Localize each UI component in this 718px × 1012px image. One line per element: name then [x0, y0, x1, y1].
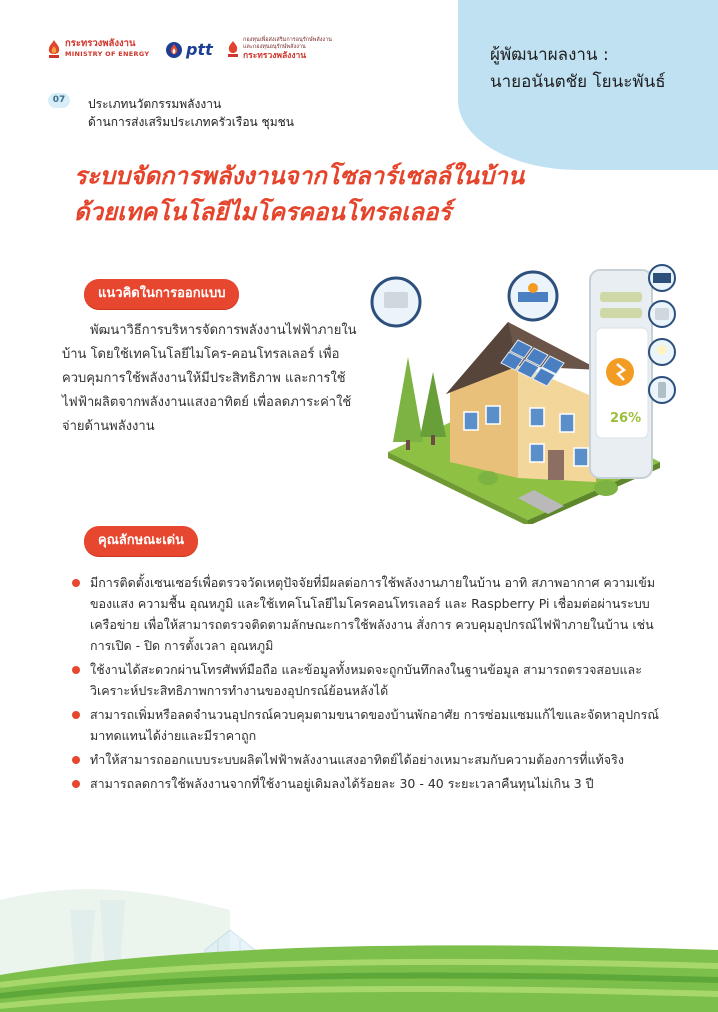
title-line2: ด้วยเทคโนโลยีไมโครคอนโทรลเลอร์: [74, 197, 452, 226]
list-item: [70, 572, 670, 656]
bullet-icon: [72, 666, 80, 674]
list-item: [70, 749, 670, 770]
energy-fund-line1: กองทุนเพื่อส่งเสริมการอนุรักษ์พลังงาน: [243, 37, 332, 43]
list-item: [70, 704, 670, 746]
energy-fund-main: กระทรวงพลังงาน: [243, 51, 307, 61]
developer-info: [490, 42, 666, 96]
smartphone-icon: [590, 270, 652, 478]
bullet-icon: [72, 780, 80, 788]
developer-name: นายอนันตชัย โยนะพันธ์: [490, 72, 666, 92]
ptt-wordmark: ptt: [186, 40, 213, 59]
ptt-logo: [165, 40, 213, 59]
ministry-name-en: MINISTRY OF ENERGY: [65, 50, 150, 58]
tree-icon: [393, 357, 423, 450]
design-concept-body: พัฒนาวิธีการบริหารจัดการพลังงานไฟฟ้าภายในบ้าน โดยใช้เทคโนโลยีไมโคร-คอนโทรลเลอร์ เพื่อควบคุมการใช้พลังงานให้มีประสิทธิภาพ และการใช้ไฟฟ้าผลิตจากพลังงานแสงอาทิตย์ เพื่อลดภาระค่าใช้จ่ายด้านพลังงาน: [62, 323, 357, 434]
appliance-icon: [649, 301, 675, 327]
title-line1: ระบบจัดการพลังงานจากโซลาร์เซลล์ในบ้าน: [74, 161, 525, 190]
solar-drone-icon: [509, 272, 557, 320]
ministry-of-energy-logo: [46, 38, 149, 60]
features-list: [70, 572, 670, 797]
door-icon: [548, 450, 564, 480]
light-bulb-icon: [649, 339, 675, 365]
ministry-name-th: กระทรวงพลังงาน: [65, 38, 136, 49]
phone-percent: 26%: [610, 411, 642, 426]
bullet-icon: [72, 711, 80, 719]
energy-fund-emblem-icon: [226, 40, 240, 58]
feature-text: ใช้งานได้สะดวกผ่านโทรศัพท์มือถือ และข้อมูลทั้งหมดจะถูกบันทึกลงในฐานข้อมูล สามารถตรวจสอบและวิเคราะห์ประสิทธิภาพการทำงานของอุปกรณ์ย้อนหลังได้: [90, 662, 642, 698]
list-item: [70, 773, 670, 794]
feature-text: มีการติดตั้งเซนเซอร์เพื่อตรวจวัดเหตุปัจจัยที่มีผลต่อการใช้พลังงานภายในบ้าน อาทิ สภาพอากาศ ความเข้มของแสง ความชื้น อุณหภูมิ และใช้เทคโนโลยีไมโครคอนโทรเลอร์ และ Raspberry Pi เชื่อมต่อผ่านระบบเครือข่าย เพื่อให้สามารถตรวจติดตามลักษณะการใช้พลังงาน สั่งการ ควบคุมอุปกรณ์ไฟฟ้าภายในบ้าน เช่น การเปิด - ปิด การตั้งเวลา อุณหภูมิ: [90, 575, 656, 653]
category-text: [88, 95, 294, 131]
ministry-emblem-icon: [46, 39, 62, 59]
smart-home-illustration: [368, 262, 680, 524]
category-line2: ด้านการส่งเสริมประเภทครัวเรือน ชุมชน: [88, 115, 294, 129]
bullet-icon: [72, 579, 80, 587]
feature-text: สามารถเพิ่มหรือลดจำนวนอุปกรณ์ควบคุมตามขนาดของบ้านพักอาศัย การซ่อมแซมแก้ไขและจัดหาอุปกรณ์มาทดแทนได้ง่ายและมีราคาถูก: [90, 707, 659, 743]
landscape-footer: [0, 880, 718, 1012]
solar-panel-device-icon: [649, 265, 675, 291]
page-title: [74, 158, 654, 230]
tree-icon: [420, 372, 446, 445]
energy-fund-line2: และกองทุนอนุรักษ์พลังงาน: [243, 44, 306, 50]
list-item: [70, 659, 670, 701]
design-concept-heading: แนวคิดในการออกแบบ: [84, 279, 239, 309]
ptt-flame-icon: [165, 41, 183, 59]
category-number: 07: [48, 93, 70, 108]
energy-fund-logo: [226, 37, 332, 61]
features-heading: คุณลักษณะเด่น: [84, 526, 198, 556]
bullet-icon: [72, 756, 80, 764]
sensor-device-icon: [372, 278, 420, 326]
feature-text: ทำให้สามารถออกแบบระบบผลิตไฟฟ้าพลังงานแสงอาทิตย์ได้อย่างเหมาะสมกับความต้องการที่แท้จริง: [90, 752, 624, 767]
category-line1: ประเภทนวัตกรรมพลังงาน: [88, 97, 222, 111]
developer-label: ผู้พัฒนาผลงาน :: [490, 45, 609, 65]
feature-text: สามารถลดการใช้พลังงานจากที่ใช้งานอยู่เดิมลงได้ร้อยละ 30 - 40 ระยะเวลาคืนทุนไม่เกิน 3 ปี: [90, 776, 594, 791]
battery-icon: [649, 377, 675, 403]
